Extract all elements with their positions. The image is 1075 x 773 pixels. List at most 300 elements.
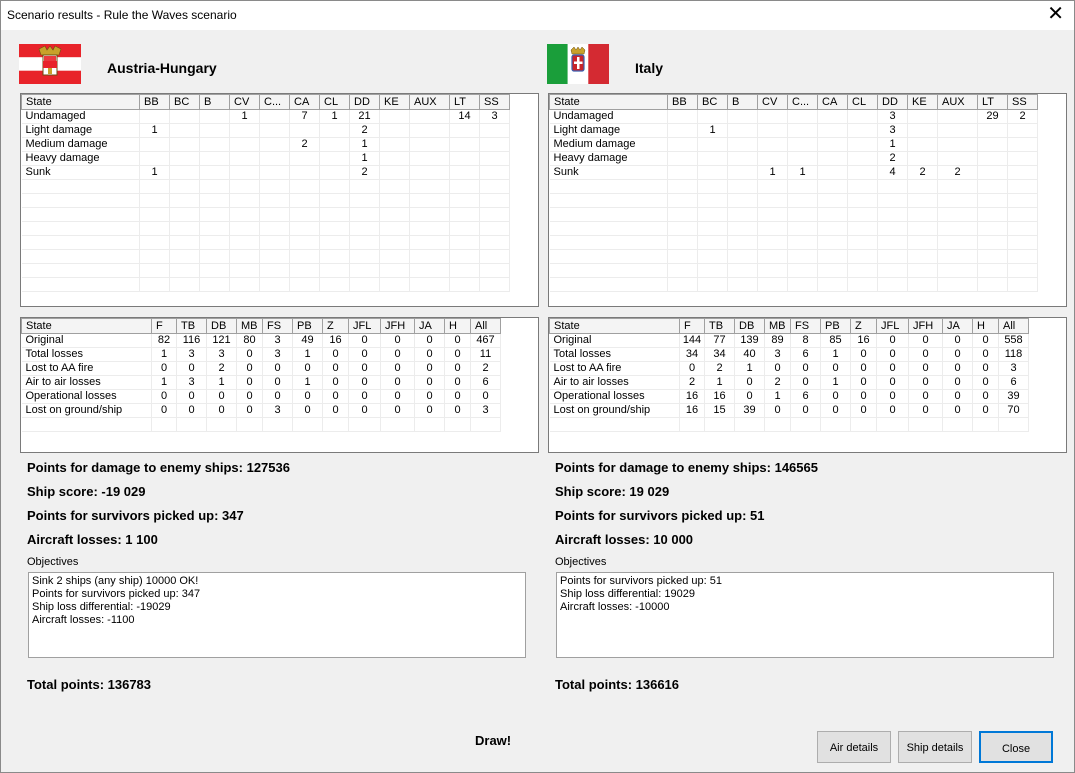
table-cell: 0 <box>821 390 851 404</box>
table-cell <box>200 166 230 180</box>
table-cell <box>788 138 818 152</box>
table-cell <box>480 264 510 278</box>
table-row <box>550 110 1038 124</box>
ship-state-table[interactable] <box>548 93 1067 307</box>
column-header[interactable]: LT <box>978 95 1008 110</box>
table-cell <box>260 222 290 236</box>
table-cell: 49 <box>293 334 323 348</box>
column-header[interactable]: AUX <box>938 95 978 110</box>
column-header[interactable]: JA <box>943 319 973 334</box>
row-label: Original <box>550 334 680 348</box>
table-cell <box>668 222 698 236</box>
ship-details-button[interactable]: Ship details <box>898 731 972 763</box>
table-cell <box>200 222 230 236</box>
column-header[interactable]: F <box>152 319 177 334</box>
table-row <box>550 264 1038 278</box>
table-cell: 1 <box>878 138 908 152</box>
table-cell <box>323 418 349 432</box>
table-cell <box>290 236 320 250</box>
column-header[interactable]: SS <box>1008 95 1038 110</box>
table-cell: 89 <box>765 334 791 348</box>
table-cell: 6 <box>999 376 1029 390</box>
table-cell <box>1008 208 1038 222</box>
table-row <box>550 334 1029 348</box>
table-cell <box>938 250 978 264</box>
column-header[interactable]: All <box>999 319 1029 334</box>
table-cell: 0 <box>973 348 999 362</box>
table-cell <box>380 250 410 264</box>
table-cell <box>758 110 788 124</box>
table-cell: 0 <box>445 376 471 390</box>
table-cell <box>878 264 908 278</box>
table-cell: 0 <box>943 404 973 418</box>
table-cell: 0 <box>152 390 177 404</box>
ship-state-grid <box>21 94 510 292</box>
table-cell: 0 <box>381 334 415 348</box>
table-cell <box>170 180 200 194</box>
table-cell <box>140 264 170 278</box>
table-cell <box>978 250 1008 264</box>
table-row <box>550 166 1038 180</box>
table-row <box>550 418 1029 432</box>
table-cell <box>410 278 450 292</box>
table-cell: 0 <box>323 376 349 390</box>
table-cell <box>908 222 938 236</box>
table-cell <box>938 180 978 194</box>
table-cell: 0 <box>973 334 999 348</box>
table-cell <box>758 152 788 166</box>
table-cell <box>1008 222 1038 236</box>
table-cell: 0 <box>293 404 323 418</box>
table-cell: 3 <box>177 348 207 362</box>
table-cell <box>728 264 758 278</box>
table-cell: 4 <box>878 166 908 180</box>
row-label: Air to air losses <box>550 376 680 390</box>
table-cell <box>698 194 728 208</box>
column-header[interactable]: Z <box>851 319 877 334</box>
column-header[interactable]: F <box>680 319 705 334</box>
column-header[interactable]: TB <box>705 319 735 334</box>
column-header[interactable]: CV <box>230 95 260 110</box>
table-cell: 34 <box>680 348 705 362</box>
row-label <box>22 194 140 208</box>
table-cell <box>788 180 818 194</box>
table-cell: 16 <box>680 404 705 418</box>
table-cell <box>758 264 788 278</box>
row-label: Lost on ground/ship <box>550 404 680 418</box>
column-header[interactable]: DD <box>878 95 908 110</box>
row-label <box>22 208 140 222</box>
table-cell: 3 <box>263 334 293 348</box>
column-header[interactable]: JFL <box>349 319 381 334</box>
column-header[interactable]: DD <box>350 95 380 110</box>
table-cell <box>938 278 978 292</box>
table-cell <box>410 236 450 250</box>
objectives-box[interactable] <box>556 572 1054 658</box>
table-cell: 1 <box>207 376 237 390</box>
table-cell <box>758 236 788 250</box>
table-row <box>550 278 1038 292</box>
table-cell <box>909 418 943 432</box>
table-cell <box>908 236 938 250</box>
table-row <box>22 362 501 376</box>
table-cell <box>480 250 510 264</box>
table-cell <box>450 208 480 222</box>
table-cell <box>290 264 320 278</box>
table-cell: 0 <box>237 348 263 362</box>
column-header[interactable]: JFH <box>909 319 943 334</box>
ship-table-header <box>22 95 510 110</box>
table-cell <box>207 418 237 432</box>
italy-flag-icon <box>547 44 609 84</box>
table-cell: 3 <box>207 348 237 362</box>
table-cell: 40 <box>735 348 765 362</box>
table-cell: 0 <box>909 334 943 348</box>
table-cell <box>680 418 705 432</box>
table-cell <box>978 124 1008 138</box>
table-cell <box>140 110 170 124</box>
table-cell: 0 <box>909 376 943 390</box>
objective-line: Points for survivors picked up: 347 <box>32 588 201 600</box>
table-cell <box>140 138 170 152</box>
table-cell <box>848 124 878 138</box>
table-cell: 0 <box>323 390 349 404</box>
table-cell <box>140 278 170 292</box>
table-cell <box>450 250 480 264</box>
table-cell <box>450 278 480 292</box>
table-cell: 116 <box>177 334 207 348</box>
table-cell <box>350 222 380 236</box>
table-cell <box>410 208 450 222</box>
column-header[interactable]: CA <box>290 95 320 110</box>
table-cell <box>260 236 290 250</box>
table-cell <box>200 236 230 250</box>
column-header[interactable]: CA <box>818 95 848 110</box>
table-cell <box>230 208 260 222</box>
table-cell <box>818 236 848 250</box>
table-row <box>22 152 510 166</box>
table-row <box>22 376 501 390</box>
column-header[interactable]: Z <box>323 319 349 334</box>
table-cell <box>788 152 818 166</box>
row-label <box>22 264 140 278</box>
table-row <box>550 138 1038 152</box>
table-cell <box>978 166 1008 180</box>
table-cell <box>320 250 350 264</box>
row-label: Light damage <box>550 124 668 138</box>
table-cell <box>380 208 410 222</box>
window-title: Scenario results - Rule the Waves scenario <box>7 8 237 22</box>
table-cell <box>445 418 471 432</box>
damage-points: Points for damage to enemy ships: 127536 <box>27 460 290 475</box>
column-header[interactable]: C... <box>260 95 290 110</box>
table-cell: 3 <box>999 362 1029 376</box>
table-cell <box>821 418 851 432</box>
table-cell <box>705 418 735 432</box>
table-cell <box>728 180 758 194</box>
table-cell: 85 <box>821 334 851 348</box>
column-header[interactable]: TB <box>177 319 207 334</box>
table-cell <box>938 138 978 152</box>
table-cell: 0 <box>381 404 415 418</box>
table-cell: 2 <box>350 166 380 180</box>
nation-name: Austria-Hungary <box>107 60 217 76</box>
table-cell <box>1008 124 1038 138</box>
table-cell <box>450 222 480 236</box>
table-cell <box>177 418 207 432</box>
column-header[interactable]: AUX <box>410 95 450 110</box>
table-cell <box>698 278 728 292</box>
table-cell <box>728 124 758 138</box>
column-header[interactable]: JA <box>415 319 445 334</box>
table-cell: 2 <box>290 138 320 152</box>
table-cell <box>978 180 1008 194</box>
table-cell <box>728 250 758 264</box>
column-header[interactable]: CL <box>848 95 878 110</box>
column-header[interactable]: KE <box>908 95 938 110</box>
table-cell <box>698 264 728 278</box>
table-cell <box>728 110 758 124</box>
table-row <box>550 236 1038 250</box>
table-cell <box>230 166 260 180</box>
table-cell <box>698 180 728 194</box>
table-cell <box>293 418 323 432</box>
row-label <box>550 278 668 292</box>
objective-line: Aircraft losses: -1100 <box>32 614 135 626</box>
table-cell: 0 <box>909 404 943 418</box>
column-header[interactable]: State <box>22 319 152 334</box>
table-cell <box>170 194 200 208</box>
table-cell <box>410 166 450 180</box>
table-cell <box>260 194 290 208</box>
table-cell <box>480 138 510 152</box>
table-cell <box>170 264 200 278</box>
table-cell <box>350 264 380 278</box>
table-row <box>22 418 501 432</box>
column-header[interactable]: DB <box>735 319 765 334</box>
table-cell <box>140 236 170 250</box>
table-cell: 0 <box>877 334 909 348</box>
table-row <box>22 222 510 236</box>
table-cell: 0 <box>349 376 381 390</box>
table-cell <box>410 152 450 166</box>
objectives-box[interactable] <box>28 572 526 658</box>
table-cell: 1 <box>140 124 170 138</box>
table-cell <box>237 418 263 432</box>
table-cell: 1 <box>140 166 170 180</box>
table-cell: 0 <box>973 390 999 404</box>
row-label <box>550 194 668 208</box>
table-cell <box>260 124 290 138</box>
table-cell: 2 <box>471 362 501 376</box>
row-label <box>550 264 668 278</box>
table-cell <box>728 152 758 166</box>
column-header[interactable]: JFL <box>877 319 909 334</box>
table-cell <box>668 194 698 208</box>
table-cell <box>698 152 728 166</box>
table-cell <box>758 194 788 208</box>
table-cell <box>878 278 908 292</box>
table-cell: 0 <box>877 390 909 404</box>
table-cell: 0 <box>851 348 877 362</box>
table-cell: 7 <box>290 110 320 124</box>
table-cell: 0 <box>909 390 943 404</box>
column-header[interactable]: All <box>471 319 501 334</box>
row-label: Lost to AA fire <box>550 362 680 376</box>
column-header[interactable]: SS <box>480 95 510 110</box>
column-header[interactable]: State <box>550 319 680 334</box>
close-icon[interactable]: ✕ <box>1047 3 1064 25</box>
table-row <box>22 334 501 348</box>
column-header[interactable]: MB <box>237 319 263 334</box>
table-cell: 0 <box>943 334 973 348</box>
column-header[interactable]: B <box>200 95 230 110</box>
table-cell <box>320 194 350 208</box>
table-cell <box>818 110 848 124</box>
table-cell <box>668 152 698 166</box>
table-cell <box>230 180 260 194</box>
table-cell: 39 <box>999 390 1029 404</box>
table-cell <box>410 110 450 124</box>
table-cell <box>943 418 973 432</box>
table-cell: 1 <box>293 348 323 362</box>
table-cell: 29 <box>978 110 1008 124</box>
table-row <box>550 404 1029 418</box>
damage-points: Points for damage to enemy ships: 146565 <box>555 460 818 475</box>
table-cell <box>450 180 480 194</box>
table-cell: 3 <box>878 110 908 124</box>
column-header[interactable]: BB <box>668 95 698 110</box>
table-row <box>22 124 510 138</box>
column-header[interactable]: H <box>973 319 999 334</box>
table-cell <box>728 278 758 292</box>
table-cell: 0 <box>415 348 445 362</box>
aircraft-losses: Aircraft losses: 10 000 <box>555 532 694 547</box>
column-header[interactable]: DB <box>207 319 237 334</box>
aircraft-table[interactable] <box>548 317 1067 453</box>
close-button[interactable]: Close <box>979 731 1053 763</box>
column-header[interactable]: JFH <box>381 319 415 334</box>
row-label <box>550 180 668 194</box>
row-label: Operational losses <box>550 390 680 404</box>
table-cell: 0 <box>415 334 445 348</box>
column-header[interactable]: C... <box>788 95 818 110</box>
row-label: Lost on ground/ship <box>22 404 152 418</box>
column-header[interactable]: BC <box>698 95 728 110</box>
column-header[interactable]: PB <box>821 319 851 334</box>
table-cell <box>818 166 848 180</box>
table-cell <box>978 138 1008 152</box>
table-cell <box>818 180 848 194</box>
aircraft-table[interactable] <box>20 317 539 453</box>
table-cell: 0 <box>207 404 237 418</box>
column-header[interactable]: H <box>445 319 471 334</box>
table-row <box>550 362 1029 376</box>
title-bar <box>1 1 1074 30</box>
row-label <box>22 236 140 250</box>
table-row <box>22 236 510 250</box>
table-cell: 0 <box>349 362 381 376</box>
table-cell <box>818 124 848 138</box>
table-cell <box>200 278 230 292</box>
table-cell: 0 <box>415 376 445 390</box>
table-cell <box>230 124 260 138</box>
table-cell: 3 <box>480 110 510 124</box>
column-header[interactable]: MB <box>765 319 791 334</box>
table-cell <box>350 208 380 222</box>
row-label <box>22 180 140 194</box>
column-header[interactable]: CV <box>758 95 788 110</box>
table-cell <box>728 208 758 222</box>
table-cell <box>973 418 999 432</box>
table-cell: 0 <box>851 362 877 376</box>
table-cell: 2 <box>207 362 237 376</box>
table-cell: 0 <box>851 404 877 418</box>
table-cell <box>848 110 878 124</box>
table-cell <box>788 124 818 138</box>
air-details-button[interactable]: Air details <box>817 731 891 763</box>
column-header[interactable]: BB <box>140 95 170 110</box>
table-cell <box>908 152 938 166</box>
column-header[interactable]: B <box>728 95 758 110</box>
table-cell <box>260 250 290 264</box>
table-cell <box>978 222 1008 236</box>
column-header[interactable]: KE <box>380 95 410 110</box>
column-header[interactable]: FS <box>263 319 293 334</box>
table-cell <box>480 208 510 222</box>
table-cell <box>140 250 170 264</box>
table-cell <box>260 208 290 222</box>
table-row <box>550 348 1029 362</box>
table-cell <box>380 236 410 250</box>
column-header[interactable]: FS <box>791 319 821 334</box>
table-cell <box>908 278 938 292</box>
column-header[interactable]: PB <box>293 319 323 334</box>
ship-state-table[interactable] <box>20 93 539 307</box>
column-header[interactable]: State <box>550 95 668 110</box>
table-cell <box>170 208 200 222</box>
table-cell <box>788 250 818 264</box>
table-cell <box>290 222 320 236</box>
aircraft-table-header <box>22 319 501 334</box>
table-cell <box>170 124 200 138</box>
aircraft-grid <box>21 318 501 432</box>
table-cell <box>668 250 698 264</box>
table-cell <box>410 180 450 194</box>
table-cell <box>415 418 445 432</box>
column-header[interactable]: BC <box>170 95 200 110</box>
table-cell <box>320 208 350 222</box>
row-label <box>550 236 668 250</box>
column-header[interactable]: State <box>22 95 140 110</box>
table-cell <box>1008 138 1038 152</box>
aircraft-losses: Aircraft losses: 1 100 <box>27 532 158 547</box>
table-cell: 1 <box>735 362 765 376</box>
table-cell <box>290 250 320 264</box>
table-cell <box>788 264 818 278</box>
table-cell <box>1008 180 1038 194</box>
table-row <box>550 124 1038 138</box>
table-cell <box>480 222 510 236</box>
column-header[interactable]: CL <box>320 95 350 110</box>
column-header[interactable]: LT <box>450 95 480 110</box>
table-cell <box>480 166 510 180</box>
table-cell: 0 <box>877 362 909 376</box>
table-cell <box>170 278 200 292</box>
survivor-points: Points for survivors picked up: 347 <box>27 508 244 523</box>
row-label <box>550 250 668 264</box>
table-cell: 0 <box>973 404 999 418</box>
